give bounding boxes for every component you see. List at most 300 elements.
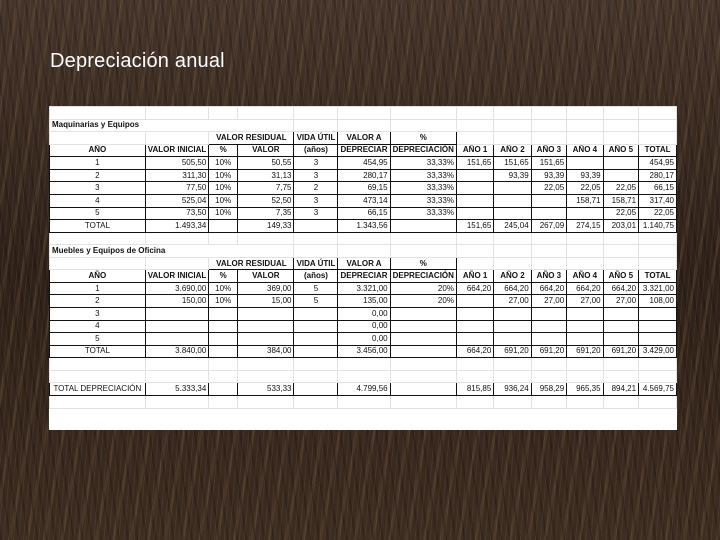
total-cell: 3.456,00 bbox=[338, 345, 390, 358]
table-cell: 22,05 bbox=[603, 207, 639, 220]
table-cell bbox=[494, 320, 531, 333]
table-cell bbox=[209, 333, 238, 346]
table-cell: 4 bbox=[50, 194, 146, 207]
table-cell bbox=[494, 207, 531, 220]
table-cell bbox=[294, 308, 338, 321]
blank-cell bbox=[567, 370, 603, 383]
table-cell: 664,20 bbox=[494, 282, 531, 295]
table-cell bbox=[494, 308, 531, 321]
column-header: AÑO 5 bbox=[603, 144, 639, 157]
blank-cell bbox=[567, 132, 603, 145]
table-cell bbox=[531, 320, 567, 333]
total-cell bbox=[209, 383, 238, 396]
column-header: TOTAL bbox=[639, 144, 677, 157]
blank-cell bbox=[338, 370, 390, 383]
table-cell: 27,00 bbox=[494, 295, 531, 308]
total-cell: 958,29 bbox=[531, 383, 567, 396]
blank-cell bbox=[145, 395, 209, 408]
blank-cell bbox=[238, 395, 294, 408]
column-header: AÑO bbox=[50, 270, 146, 283]
table-cell bbox=[456, 194, 493, 207]
total-cell: 1.140,75 bbox=[639, 220, 677, 233]
column-header-row bbox=[50, 270, 677, 283]
table-cell: 525,04 bbox=[145, 194, 209, 207]
table-cell: 50,55 bbox=[238, 157, 294, 170]
table-cell: 33,33% bbox=[390, 207, 456, 220]
table-cell bbox=[238, 333, 294, 346]
table-cell: 5 bbox=[50, 333, 146, 346]
blank-cell bbox=[494, 358, 531, 371]
column-header: (años) bbox=[294, 270, 338, 283]
total-cell bbox=[294, 220, 338, 233]
blank-cell bbox=[238, 370, 294, 383]
table-cell bbox=[294, 333, 338, 346]
blank-cell bbox=[456, 257, 493, 270]
blank-cell bbox=[50, 107, 146, 120]
table-row bbox=[50, 282, 677, 295]
blank-cell bbox=[603, 232, 639, 245]
table-cell: 22,05 bbox=[639, 207, 677, 220]
column-header: DEPRECIACIÓN bbox=[390, 144, 456, 157]
table-row bbox=[50, 333, 677, 346]
blank-cell bbox=[603, 119, 639, 132]
blank-row bbox=[50, 370, 677, 383]
table-cell: 0,00 bbox=[338, 308, 390, 321]
blank-row bbox=[50, 232, 677, 245]
section-title-row bbox=[50, 245, 677, 258]
table-cell bbox=[603, 333, 639, 346]
depreciation-table bbox=[49, 106, 677, 409]
table-cell bbox=[603, 308, 639, 321]
blank-cell bbox=[531, 395, 567, 408]
table-cell bbox=[603, 169, 639, 182]
total-cell: 1.343,56 bbox=[338, 220, 390, 233]
blank-cell bbox=[494, 119, 531, 132]
blank-cell bbox=[567, 245, 603, 258]
blank-cell bbox=[145, 257, 209, 270]
blank-cell bbox=[603, 370, 639, 383]
column-header: AÑO 1 bbox=[456, 144, 493, 157]
blank-cell bbox=[456, 119, 493, 132]
section-title-row bbox=[50, 119, 677, 132]
group-header-row bbox=[50, 257, 677, 270]
table-cell: 3 bbox=[294, 207, 338, 220]
table-cell bbox=[494, 194, 531, 207]
blank-cell bbox=[238, 107, 294, 120]
group-header: VIDA ÚTIL bbox=[294, 257, 338, 270]
table-cell: 27,00 bbox=[603, 295, 639, 308]
blank-cell bbox=[639, 245, 677, 258]
table-cell bbox=[639, 320, 677, 333]
table-cell: 22,05 bbox=[567, 182, 603, 195]
table-cell: 2 bbox=[50, 169, 146, 182]
table-cell: 93,39 bbox=[567, 169, 603, 182]
table-cell: 10% bbox=[209, 169, 238, 182]
total-cell: 936,24 bbox=[494, 383, 531, 396]
table-cell: 5 bbox=[294, 282, 338, 295]
blank-cell bbox=[294, 370, 338, 383]
column-header: AÑO 4 bbox=[567, 270, 603, 283]
blank-cell bbox=[238, 358, 294, 371]
table-cell bbox=[567, 207, 603, 220]
blank-cell bbox=[567, 395, 603, 408]
blank-cell bbox=[390, 119, 456, 132]
table-cell bbox=[238, 308, 294, 321]
blank-cell bbox=[531, 358, 567, 371]
blank-cell bbox=[456, 370, 493, 383]
blank-cell bbox=[494, 132, 531, 145]
table-cell: 10% bbox=[209, 157, 238, 170]
table-cell bbox=[209, 308, 238, 321]
slide-title: Depreciación anual bbox=[50, 50, 225, 72]
column-header: AÑO 3 bbox=[531, 270, 567, 283]
table-cell bbox=[456, 169, 493, 182]
blank-cell bbox=[639, 107, 677, 120]
table-cell: 22,05 bbox=[603, 182, 639, 195]
total-cell: 149,33 bbox=[238, 220, 294, 233]
blank-cell bbox=[209, 232, 238, 245]
blank-cell bbox=[294, 358, 338, 371]
blank-cell bbox=[390, 107, 456, 120]
table-cell: 2 bbox=[294, 182, 338, 195]
table-cell: 664,20 bbox=[456, 282, 493, 295]
table-row bbox=[50, 320, 677, 333]
blank-cell bbox=[145, 232, 209, 245]
table-cell: 52,50 bbox=[238, 194, 294, 207]
table-cell: 454,95 bbox=[639, 157, 677, 170]
blank-cell bbox=[531, 119, 567, 132]
table-cell: 473,14 bbox=[338, 194, 390, 207]
total-cell: 4.569,75 bbox=[639, 383, 677, 396]
table-cell bbox=[456, 333, 493, 346]
table-row bbox=[50, 169, 677, 182]
table-cell: 93,39 bbox=[531, 169, 567, 182]
blank-cell bbox=[456, 395, 493, 408]
blank-cell bbox=[338, 395, 390, 408]
group-header: % bbox=[390, 132, 456, 145]
blank-cell bbox=[390, 395, 456, 408]
table-cell bbox=[294, 320, 338, 333]
total-cell: 1.493,34 bbox=[145, 220, 209, 233]
blank-cell bbox=[531, 257, 567, 270]
table-cell: 27,00 bbox=[567, 295, 603, 308]
column-header: AÑO 1 bbox=[456, 270, 493, 283]
total-cell: 691,20 bbox=[531, 345, 567, 358]
total-cell: TOTAL bbox=[50, 220, 146, 233]
table-cell: 3 bbox=[50, 308, 146, 321]
total-cell bbox=[294, 383, 338, 396]
total-row bbox=[50, 220, 677, 233]
blank-cell bbox=[145, 358, 209, 371]
table-cell bbox=[390, 333, 456, 346]
blank-cell bbox=[145, 370, 209, 383]
column-header: AÑO 4 bbox=[567, 144, 603, 157]
total-cell: 965,35 bbox=[567, 383, 603, 396]
total-cell bbox=[209, 345, 238, 358]
column-header: AÑO bbox=[50, 144, 146, 157]
table-cell: 108,00 bbox=[639, 295, 677, 308]
blank-cell bbox=[456, 232, 493, 245]
total-cell: 203,01 bbox=[603, 220, 639, 233]
total-cell: 691,20 bbox=[603, 345, 639, 358]
total-cell bbox=[390, 220, 456, 233]
table-cell bbox=[531, 308, 567, 321]
blank-cell bbox=[531, 132, 567, 145]
table-cell bbox=[567, 308, 603, 321]
table-cell bbox=[456, 182, 493, 195]
blank-cell bbox=[603, 395, 639, 408]
blank-cell bbox=[603, 245, 639, 258]
blank-cell bbox=[390, 245, 456, 258]
column-header-row bbox=[50, 144, 677, 157]
column-header: % bbox=[209, 270, 238, 283]
table-cell: 2 bbox=[50, 295, 146, 308]
total-cell: 4.799,56 bbox=[338, 383, 390, 396]
blank-cell bbox=[494, 370, 531, 383]
table-cell: 280,17 bbox=[338, 169, 390, 182]
blank-cell bbox=[494, 107, 531, 120]
group-header: VIDA ÚTIL bbox=[294, 132, 338, 145]
blank-cell bbox=[209, 107, 238, 120]
table-cell: 3 bbox=[294, 157, 338, 170]
table-cell: 317,40 bbox=[639, 194, 677, 207]
blank-cell bbox=[456, 132, 493, 145]
blank-cell bbox=[639, 119, 677, 132]
blank-cell bbox=[494, 395, 531, 408]
blank-cell bbox=[531, 370, 567, 383]
table-cell bbox=[603, 320, 639, 333]
total-cell bbox=[390, 345, 456, 358]
table-cell: 33,33% bbox=[390, 194, 456, 207]
table-row bbox=[50, 207, 677, 220]
blank-cell bbox=[209, 358, 238, 371]
blank-cell bbox=[338, 119, 390, 132]
blank-cell bbox=[456, 358, 493, 371]
table-cell: 151,65 bbox=[456, 157, 493, 170]
table-cell: 66,15 bbox=[338, 207, 390, 220]
table-cell: 151,65 bbox=[494, 157, 531, 170]
group-header: VALOR RESIDUAL bbox=[209, 257, 294, 270]
blank-cell bbox=[294, 232, 338, 245]
column-header: (años) bbox=[294, 144, 338, 157]
blank-cell bbox=[456, 107, 493, 120]
blank-cell bbox=[50, 232, 146, 245]
table-cell: 33,33% bbox=[390, 182, 456, 195]
table-row bbox=[50, 308, 677, 321]
blank-cell bbox=[456, 245, 493, 258]
blank-row bbox=[50, 395, 677, 408]
total-row bbox=[50, 345, 677, 358]
column-header: DEPRECIACIÓN bbox=[390, 270, 456, 283]
table-cell: 280,17 bbox=[639, 169, 677, 182]
blank-cell bbox=[639, 358, 677, 371]
table-cell: 311,30 bbox=[145, 169, 209, 182]
table-cell: 505,50 bbox=[145, 157, 209, 170]
blank-cell bbox=[494, 257, 531, 270]
table-cell: 5 bbox=[294, 295, 338, 308]
blank-cell bbox=[494, 245, 531, 258]
table-cell: 73,50 bbox=[145, 207, 209, 220]
total-cell: 691,20 bbox=[494, 345, 531, 358]
table-cell: 10% bbox=[209, 194, 238, 207]
total-cell: 151,65 bbox=[456, 220, 493, 233]
table-cell: 66,15 bbox=[639, 182, 677, 195]
total-cell: 664,20 bbox=[456, 345, 493, 358]
table-cell bbox=[456, 207, 493, 220]
group-header: VALOR A bbox=[338, 132, 390, 145]
blank-cell bbox=[531, 232, 567, 245]
blank-cell bbox=[390, 358, 456, 371]
table-cell: 3.690,00 bbox=[145, 282, 209, 295]
blank-cell bbox=[209, 395, 238, 408]
total-cell bbox=[294, 345, 338, 358]
table-cell: 10% bbox=[209, 207, 238, 220]
table-cell bbox=[456, 308, 493, 321]
table-cell bbox=[603, 157, 639, 170]
blank-cell bbox=[603, 358, 639, 371]
table-cell: 10% bbox=[209, 295, 238, 308]
total-cell bbox=[209, 220, 238, 233]
table-cell: 4 bbox=[50, 320, 146, 333]
table-cell bbox=[209, 320, 238, 333]
blank-row bbox=[50, 107, 677, 120]
table-cell bbox=[567, 157, 603, 170]
column-header: AÑO 2 bbox=[494, 144, 531, 157]
column-header: AÑO 2 bbox=[494, 270, 531, 283]
blank-cell bbox=[567, 232, 603, 245]
table-cell: 454,95 bbox=[338, 157, 390, 170]
section-title: Muebles y Equipos de Oficina bbox=[50, 245, 294, 258]
table-cell bbox=[390, 320, 456, 333]
total-cell: 815,85 bbox=[456, 383, 493, 396]
table-cell: 31,13 bbox=[238, 169, 294, 182]
table-cell bbox=[145, 320, 209, 333]
table-row bbox=[50, 295, 677, 308]
total-cell: 3.840,00 bbox=[145, 345, 209, 358]
table-cell: 1 bbox=[50, 282, 146, 295]
table-cell: 158,71 bbox=[603, 194, 639, 207]
group-header: VALOR RESIDUAL bbox=[209, 132, 294, 145]
table-cell: 10% bbox=[209, 282, 238, 295]
blank-cell bbox=[567, 358, 603, 371]
table-cell: 3 bbox=[50, 182, 146, 195]
total-cell: 267,09 bbox=[531, 220, 567, 233]
column-header: VALOR bbox=[238, 144, 294, 157]
blank-cell bbox=[145, 107, 209, 120]
blank-cell bbox=[603, 107, 639, 120]
blank-cell bbox=[567, 119, 603, 132]
blank-cell bbox=[531, 107, 567, 120]
table-row bbox=[50, 182, 677, 195]
column-header: VALOR INICIAL bbox=[145, 144, 209, 157]
table-cell: 0,00 bbox=[338, 333, 390, 346]
table-cell: 0,00 bbox=[338, 320, 390, 333]
table-row bbox=[50, 157, 677, 170]
table-cell bbox=[145, 308, 209, 321]
table-cell: 20% bbox=[390, 282, 456, 295]
blank-cell bbox=[603, 257, 639, 270]
table-cell bbox=[456, 320, 493, 333]
table-cell bbox=[494, 333, 531, 346]
table-cell: 664,20 bbox=[531, 282, 567, 295]
total-cell: 691,20 bbox=[567, 345, 603, 358]
group-header-row bbox=[50, 132, 677, 145]
table-cell bbox=[456, 295, 493, 308]
blank-cell bbox=[50, 358, 146, 371]
blank-cell bbox=[639, 257, 677, 270]
blank-cell bbox=[338, 245, 390, 258]
table-cell: 20% bbox=[390, 295, 456, 308]
table-cell: 33,33% bbox=[390, 169, 456, 182]
blank-cell bbox=[145, 132, 209, 145]
blank-cell bbox=[390, 370, 456, 383]
table-cell: 3 bbox=[294, 169, 338, 182]
column-header: % bbox=[209, 144, 238, 157]
blank-cell bbox=[603, 132, 639, 145]
table-cell: 7,35 bbox=[238, 207, 294, 220]
table-cell bbox=[531, 333, 567, 346]
column-header: VALOR bbox=[238, 270, 294, 283]
table-cell bbox=[145, 333, 209, 346]
blank-cell bbox=[50, 132, 146, 145]
table-cell: 69,15 bbox=[338, 182, 390, 195]
table-cell bbox=[567, 320, 603, 333]
table-cell: 27,00 bbox=[531, 295, 567, 308]
blank-cell bbox=[639, 395, 677, 408]
table-cell: 10% bbox=[209, 182, 238, 195]
blank-cell bbox=[338, 358, 390, 371]
table-cell: 3 bbox=[294, 194, 338, 207]
spreadsheet-image bbox=[49, 106, 677, 430]
blank-cell bbox=[494, 232, 531, 245]
total-cell: 384,00 bbox=[238, 345, 294, 358]
total-cell: 894,21 bbox=[603, 383, 639, 396]
blank-cell bbox=[50, 370, 146, 383]
total-cell: TOTAL bbox=[50, 345, 146, 358]
table-row bbox=[50, 194, 677, 207]
blank-cell bbox=[567, 257, 603, 270]
blank-cell bbox=[294, 107, 338, 120]
table-cell: 22,05 bbox=[531, 182, 567, 195]
total-cell bbox=[390, 383, 456, 396]
table-cell bbox=[639, 308, 677, 321]
blank-cell bbox=[390, 232, 456, 245]
table-cell: 3.321,00 bbox=[338, 282, 390, 295]
blank-cell bbox=[531, 245, 567, 258]
blank-row bbox=[50, 358, 677, 371]
table-cell: 369,00 bbox=[238, 282, 294, 295]
table-cell bbox=[531, 207, 567, 220]
blank-cell bbox=[294, 119, 338, 132]
table-cell: 15,00 bbox=[238, 295, 294, 308]
table-cell: 77,50 bbox=[145, 182, 209, 195]
blank-cell bbox=[209, 370, 238, 383]
column-header: TOTAL bbox=[639, 270, 677, 283]
column-header: AÑO 3 bbox=[531, 144, 567, 157]
section-title: Maquinarias y Equipos bbox=[50, 119, 294, 132]
blank-cell bbox=[639, 132, 677, 145]
blank-cell bbox=[567, 107, 603, 120]
table-cell bbox=[531, 194, 567, 207]
table-cell: 1 bbox=[50, 157, 146, 170]
blank-cell bbox=[639, 370, 677, 383]
total-cell: TOTAL DEPRECIACIÓN bbox=[50, 383, 146, 396]
table-cell: 3.321,00 bbox=[639, 282, 677, 295]
column-header: AÑO 5 bbox=[603, 270, 639, 283]
total-cell: 5.333,34 bbox=[145, 383, 209, 396]
group-header: % bbox=[390, 257, 456, 270]
table-cell bbox=[567, 333, 603, 346]
